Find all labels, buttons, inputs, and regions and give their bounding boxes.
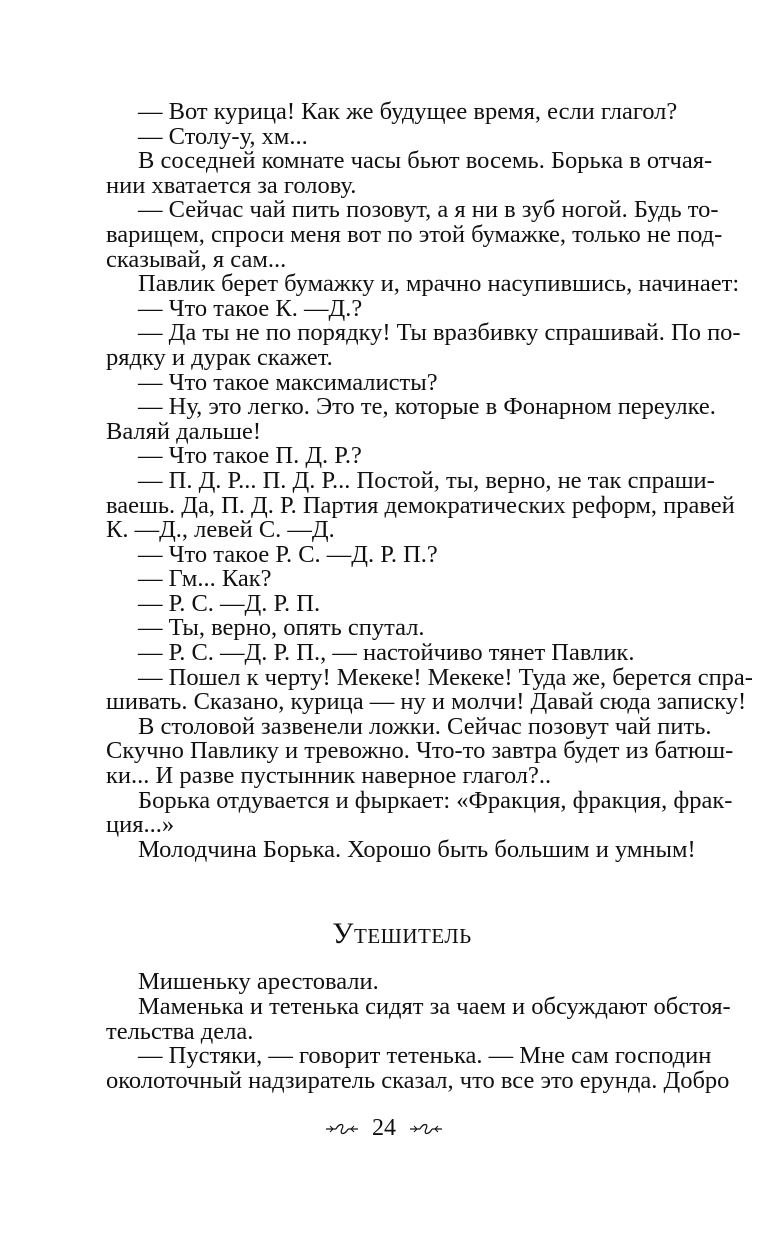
text-line: К. —Д., левей С. —Д. (106, 516, 335, 544)
floral-ornament-left-icon (324, 1121, 360, 1137)
text-line: варищем, спроси меня вот по этой бумажке, только не под- (106, 220, 723, 248)
text-line: рядку и дурак скажет. (106, 343, 333, 371)
floral-ornament-right-icon (408, 1121, 444, 1137)
text-line: ваешь. Да, П. Д. Р. Партия демократических реформ, правей (106, 491, 735, 519)
text-line: — Ты, верно, опять спутал. (138, 614, 425, 642)
page-footer (0, 1115, 768, 1142)
text-line: — Столу-у, хм... (138, 122, 308, 150)
text-line: ция...» (106, 811, 175, 839)
text-line: — Р. С. —Д. Р. П. (138, 589, 321, 617)
chapter-heading: Утешитель (332, 917, 472, 951)
text-section-2 (106, 968, 731, 1094)
text-line: — Что такое П. Д. Р.? (138, 442, 362, 470)
text-line: нии хватается за голову. (106, 171, 357, 199)
text-line: тельства дела. (106, 1017, 254, 1045)
text-line: — Пошел к черту! Мекеке! Мекеке! Туда же, берется спра- (138, 663, 753, 691)
text-section-1 (106, 98, 753, 863)
text-line: — Р. С. —Д. Р. П., — настойчиво тянет Павлик. (138, 639, 635, 667)
text-line: — Пустяки, — говорит тетенька. — Мне сам господин (138, 1042, 712, 1070)
text-line: — Что такое К. —Д.? (138, 294, 363, 322)
text-line: — Что такое максималисты? (138, 368, 438, 396)
text-line: В соседней комнате часы бьют восемь. Борька в отчая- (138, 147, 713, 175)
text-line: Молодчина Борька. Хорошо быть большим и умным! (138, 835, 696, 863)
text-line: — П. Д. Р... П. Д. Р... Постой, ты, верно, не так спраши- (138, 466, 715, 494)
text-line: сказывай, я сам... (106, 245, 287, 273)
text-line: Борька отдувается и фыркает: «Фракция, фракция, фрак- (138, 786, 733, 814)
text-line: Маменька и тетенька сидят за чаем и обсуждают обстоя- (138, 993, 731, 1020)
page-body (106, 98, 753, 1094)
text-line: — Да ты не по порядку! Ты вразбивку спрашивай. По по- (138, 319, 741, 347)
text-line: околоточный надзиратель сказал, что все это ерунда. Добро (106, 1066, 730, 1094)
text-line: Павлик берет бумажку и, мрачно насупившись, начинает: (138, 270, 740, 298)
text-line: Скучно Павлику и тревожно. Что-то завтра будет из батюш- (106, 737, 734, 765)
text-line: В столовой зазвенели ложки. Сейчас позовут чай пить. (138, 712, 712, 740)
text-line: — Что такое Р. С. —Д. Р. П.? (138, 540, 438, 568)
text-line: — Гм... Как? (138, 565, 272, 593)
text-line: ки... И разве пустынник наверное глагол?.. (106, 762, 552, 790)
text-line: Валяй дальше! (106, 417, 262, 445)
text-line: — Сейчас чай пить позовут, а я ни в зуб ногой. Будь то- (138, 196, 719, 224)
text-line: — Ну, это легко. Это те, которые в Фонарном переулке. (138, 393, 716, 421)
text-line: — Вот курица! Как же будущее время, если глагол? (138, 98, 678, 125)
page-number: 24 (372, 1115, 396, 1141)
text-line: Мишеньку арестовали. (138, 968, 379, 996)
text-line: шивать. Сказано, курица — ну и молчи! Давай сюда записку! (106, 688, 747, 716)
